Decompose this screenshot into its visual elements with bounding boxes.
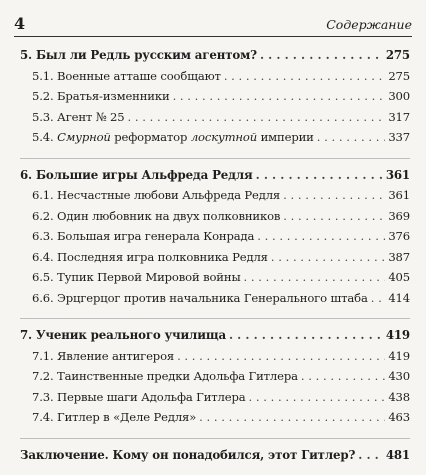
- running-header: [14, 14, 412, 37]
- dot-leader: [249, 387, 385, 408]
- title-fragment: 5.4.: [32, 130, 58, 144]
- title-fragment: 6.4. Последняя игра полковника Редля: [32, 249, 268, 264]
- chapter-title: 6. Большие игры Альфреда Редля: [20, 167, 253, 182]
- page-number: 4: [14, 14, 26, 33]
- title-fragment: 7.1. Явление антигероя: [32, 348, 175, 363]
- dot-leader: [371, 288, 385, 309]
- title-fragment: 6.5. Тупик Первой Мировой войны: [32, 270, 241, 284]
- subsection-entry[interactable]: [20, 366, 410, 387]
- subsection-entry[interactable]: [20, 288, 410, 309]
- subsection-entry[interactable]: [20, 206, 410, 227]
- subsection-page-number: 369: [388, 208, 410, 223]
- subsection-title: [32, 247, 268, 268]
- subsection-page-number: 438: [388, 389, 410, 404]
- dot-leader: [283, 206, 385, 227]
- subsection-page-number: 414: [388, 290, 410, 305]
- table-of-contents: [20, 45, 410, 475]
- subsection-entry[interactable]: [20, 107, 410, 128]
- subsection-title: [32, 66, 221, 87]
- subsection-entry[interactable]: [20, 226, 410, 247]
- subsection-title: [32, 185, 280, 206]
- italic-title-fragment: лоскутной: [190, 130, 258, 144]
- chapter-entry[interactable]: [20, 165, 410, 186]
- subsection-title: [32, 387, 246, 408]
- dot-leader: [229, 325, 383, 346]
- chapter-title: Заключение. Кому он понадобился, этот Гитлер?: [20, 447, 356, 462]
- title-fragment: империи: [257, 130, 314, 144]
- running-title: Содержание: [326, 17, 412, 32]
- subsection-page-number: 337: [388, 130, 410, 144]
- dot-leader: [199, 407, 385, 428]
- toc-section: [20, 158, 410, 309]
- dot-leader: [283, 185, 385, 206]
- subsection-title: [32, 127, 314, 148]
- subsection-entry[interactable]: [20, 267, 410, 288]
- dot-leader: [301, 366, 385, 387]
- toc-section: [20, 438, 410, 466]
- subsection-entry[interactable]: [20, 127, 410, 148]
- chapter-entry[interactable]: [20, 325, 410, 346]
- subsection-page-number: 430: [388, 369, 410, 383]
- subsection-page-number: 463: [388, 410, 410, 424]
- chapter-page-number: 481: [385, 447, 410, 462]
- subsection-page-number: 405: [388, 270, 410, 284]
- dot-leader: [173, 86, 385, 107]
- subsection-entry[interactable]: [20, 407, 410, 428]
- subsection-page-number: 361: [388, 188, 410, 202]
- title-fragment: 7.3. Первые шаги Адольфа Гитлера: [32, 389, 246, 404]
- title-fragment: 5.3. Агент № 25: [32, 109, 125, 124]
- title-fragment: 5.2. Братья-изменники: [32, 89, 170, 103]
- title-fragment: 7.2. Таинственные предки Адольфа Гитлера: [32, 369, 298, 383]
- dot-leader: [317, 127, 385, 148]
- chapter-page-number: 361: [385, 167, 410, 182]
- title-fragment: 6.1. Несчастные любови Альфреда Редля: [32, 188, 281, 202]
- subsection-page-number: 387: [388, 249, 410, 264]
- subsection-entry[interactable]: [20, 247, 410, 268]
- dot-leader: [271, 247, 385, 268]
- chapter-title: 7. Ученик реального училища: [20, 328, 226, 342]
- title-fragment: 6.3. Большая игра генерала Конрада: [32, 229, 255, 243]
- subsection-page-number: 317: [388, 109, 410, 124]
- toc-section: [20, 318, 410, 428]
- subsection-title: [32, 107, 125, 128]
- subsection-page-number: 275: [388, 68, 410, 83]
- subsection-title: [32, 206, 280, 227]
- dot-leader: [177, 346, 385, 367]
- dot-leader: [358, 445, 383, 466]
- subsection-title: [32, 267, 241, 288]
- dot-leader: [224, 66, 385, 87]
- chapter-page-number: 275: [385, 48, 410, 62]
- subsection-title: [32, 407, 196, 428]
- dot-leader: [244, 267, 385, 288]
- subsection-title: [32, 366, 298, 387]
- subsection-page-number: 300: [388, 89, 410, 103]
- title-fragment: 5.1. Военные атташе сообщают: [32, 68, 221, 83]
- chapter-entry[interactable]: [20, 45, 410, 66]
- subsection-entry[interactable]: [20, 66, 410, 87]
- title-fragment: реформатор: [110, 130, 191, 144]
- chapter-page-number: 419: [385, 328, 410, 342]
- dot-leader: [260, 45, 383, 66]
- chapter-entry[interactable]: [20, 445, 410, 466]
- subsection-entry[interactable]: [20, 387, 410, 408]
- subsection-entry[interactable]: [20, 346, 410, 367]
- chapter-title: 5. Был ли Редль русским агентом?: [20, 48, 257, 62]
- subsection-page-number: 376: [388, 229, 410, 243]
- title-fragment: 6.6. Эрцгерцог против начальника Генерального штаба: [32, 290, 368, 305]
- subsection-title: [32, 288, 368, 309]
- subsection-title: [32, 86, 170, 107]
- subsection-entry[interactable]: [20, 185, 410, 206]
- toc-section: [20, 45, 410, 148]
- subsection-page-number: 419: [388, 348, 410, 363]
- dot-leader: [257, 226, 385, 247]
- subsection-entry[interactable]: [20, 86, 410, 107]
- title-fragment: 7.4. Гитлер в «Деле Редля»: [32, 410, 197, 424]
- italic-title-fragment: Смурной: [57, 130, 111, 144]
- subsection-title: [32, 346, 174, 367]
- dot-leader: [128, 107, 385, 128]
- title-fragment: 6.2. Один любовник на двух полковников: [32, 208, 281, 223]
- subsection-title: [32, 226, 254, 247]
- dot-leader: [256, 165, 383, 186]
